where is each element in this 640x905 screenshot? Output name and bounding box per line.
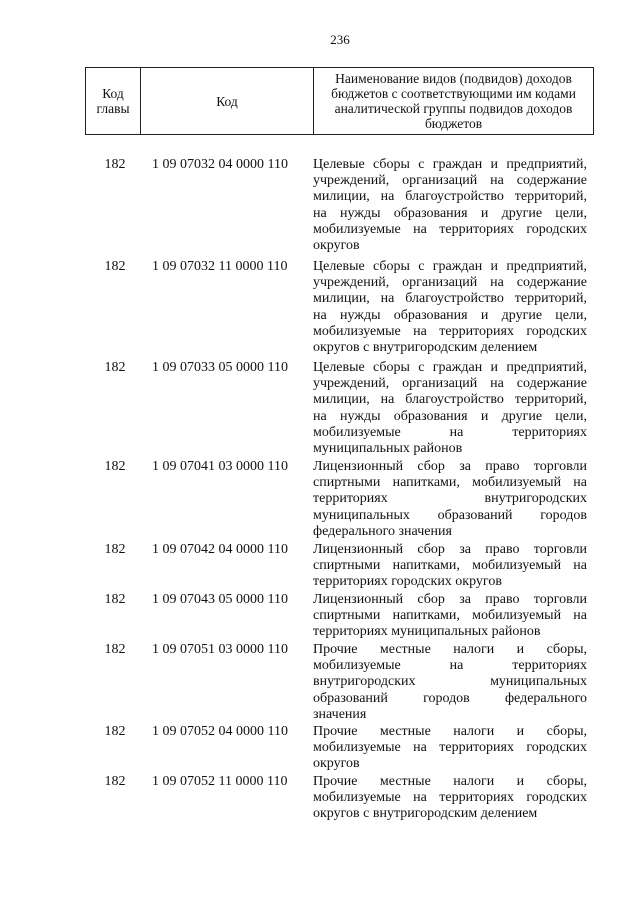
description-line: территориях муниципальных районов [313,624,541,640]
chapter-code-cell: 182 [104,724,126,739]
header-code: Код [141,68,314,135]
income-description-cell [313,592,587,641]
description-line: мобилизуемые на территориях [313,658,587,674]
description-line: территориях внутригородских [313,491,587,507]
income-description-cell [313,360,587,457]
description-line: муниципальных образований городов [313,507,587,523]
description-line: на нужды образования и другие цели, [313,205,587,221]
chapter-code-cell: 182 [104,542,126,557]
income-description-cell [313,724,587,773]
income-code-cell: 1 09 07042 04 0000 110 [152,542,288,557]
chapter-code-cell: 182 [104,642,126,657]
description-line: Лицензионный сбор за право торговли [313,459,587,474]
income-description-cell [313,459,587,540]
income-code-cell: 1 09 07032 04 0000 110 [152,157,288,172]
income-code-cell: 1 09 07041 03 0000 110 [152,459,288,474]
header-income-name: Наименование видов (подвидов) доходов бюджетов с соответствующими им кодами аналитической группы подвидов доходов бюджетов [314,68,594,135]
description-line: мобилизуемые на территориях городских [313,740,587,756]
description-line: округов с внутригородским делением [313,806,538,822]
chapter-code-cell: 182 [104,157,126,172]
description-line: Прочие местные налоги и сборы, [313,774,587,789]
description-line: спиртными напитками, мобилизуемый на [313,558,587,574]
description-line: мобилизуемые на территориях [313,424,587,440]
header-chapter-code-line2: главы [96,101,130,116]
description-line: значения [313,706,367,722]
description-line: милиции, на благоустройство территорий, [313,291,587,307]
description-line: на нужды образования и другие цели, [313,307,587,323]
chapter-code-cell: 182 [104,774,126,789]
income-description-cell [313,259,587,356]
income-code-cell: 1 09 07052 04 0000 110 [152,724,288,739]
income-code-cell: 1 09 07043 05 0000 110 [152,592,288,607]
description-line: Прочие местные налоги и сборы, [313,724,587,739]
income-code-cell: 1 09 07032 11 0000 110 [152,259,288,274]
description-line: на нужды образования и другие цели, [313,408,587,424]
description-line: учреждений, организаций на содержание [313,173,587,189]
description-line: милиции, на благоустройство территорий, [313,392,587,408]
description-line: мобилизуемые на территориях городских [313,323,587,339]
description-line: муниципальных районов [313,440,463,456]
income-description-cell [313,157,587,254]
description-line: мобилизуемые на территориях городских [313,221,587,237]
chapter-code-cell: 182 [104,459,126,474]
income-description-cell [313,774,587,823]
chapter-code-cell: 182 [104,360,126,375]
description-line: образований городов федерального [313,690,587,706]
income-code-cell: 1 09 07051 03 0000 110 [152,642,288,657]
description-line: Целевые сборы с граждан и предприятий, [313,259,587,274]
description-line: Целевые сборы с граждан и предприятий, [313,360,587,375]
description-line: округов с внутригородским делением [313,339,538,355]
header-chapter-code-line1: Код [102,86,124,101]
description-line: Лицензионный сбор за право торговли [313,542,587,557]
income-description-cell [313,642,587,723]
chapter-code-cell: 182 [104,592,126,607]
description-line: федерального значения [313,523,452,539]
income-code-cell: 1 09 07052 11 0000 110 [152,774,288,789]
description-line: учреждений, организаций на содержание [313,275,587,291]
description-line: Прочие местные налоги и сборы, [313,642,587,657]
description-line: мобилизуемые на территориях городских [313,790,587,806]
description-line: внутригородских муниципальных [313,674,587,690]
chapter-code-cell: 182 [104,259,126,274]
description-line: округов [313,237,360,253]
description-line: учреждений, организаций на содержание [313,376,587,392]
description-line: спиртными напитками, мобилизуемый на [313,475,587,491]
income-code-cell: 1 09 07033 05 0000 110 [152,360,288,375]
page-number: 236 [330,32,350,47]
description-line: милиции, на благоустройство территорий, [313,189,587,205]
description-line: Лицензионный сбор за право торговли [313,592,587,607]
description-line: Целевые сборы с граждан и предприятий, [313,157,587,172]
description-line: территориях городских округов [313,574,502,590]
description-line: спиртными напитками, мобилизуемый на [313,608,587,624]
income-description-cell [313,542,587,591]
description-line: округов [313,756,360,772]
